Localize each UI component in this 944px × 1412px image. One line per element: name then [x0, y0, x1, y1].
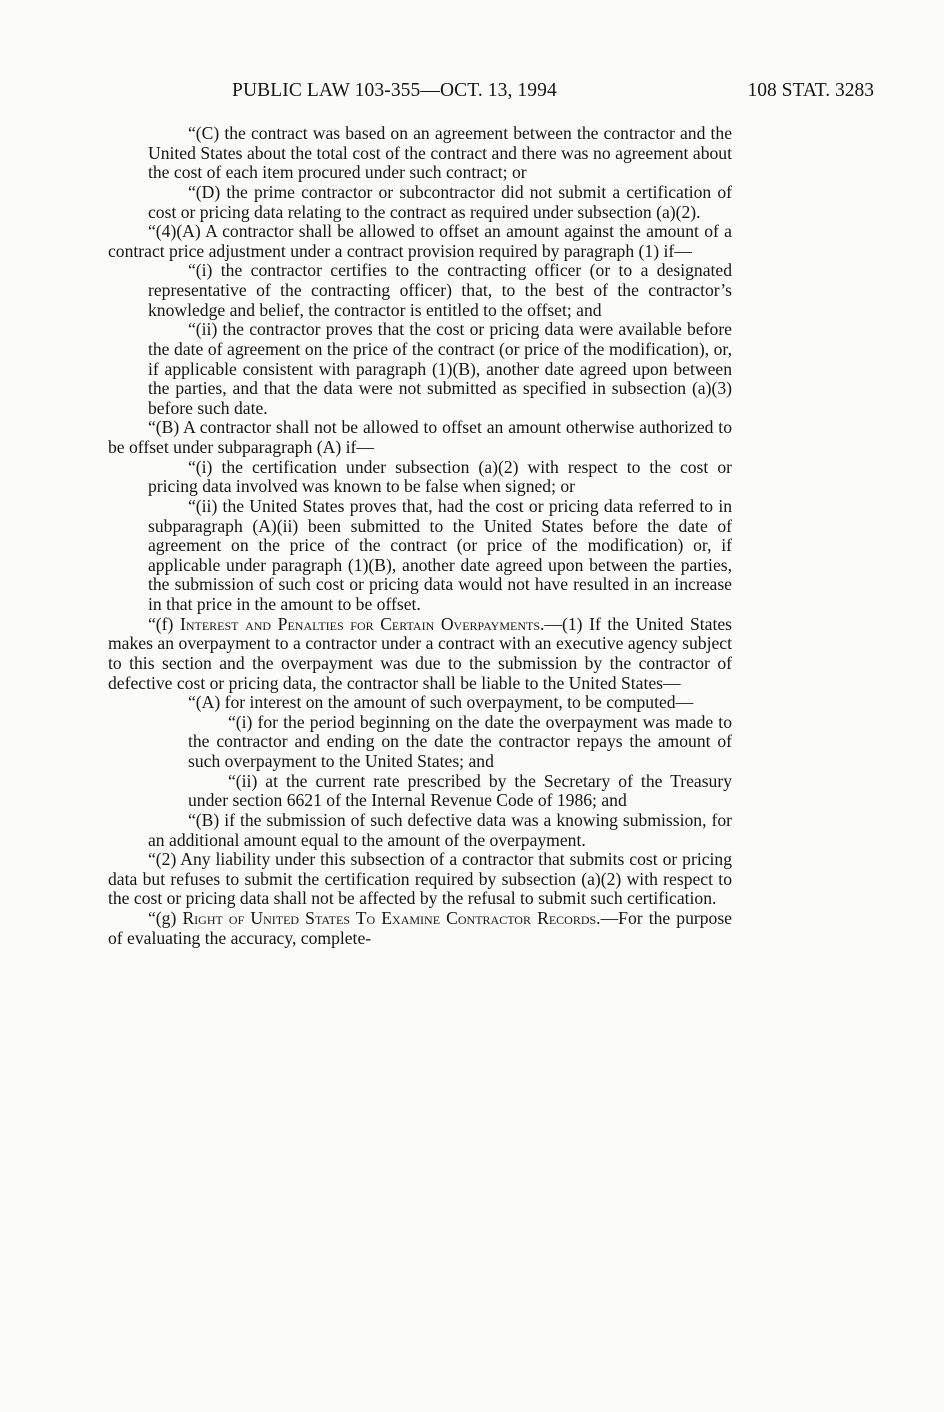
running-title: PUBLIC LAW 103-355—OCT. 13, 1994 [232, 80, 557, 101]
document-body [108, 124, 732, 948]
subsection-f-lead: “(f) [148, 613, 180, 634]
subsection-g-text: —For the purpose of evaluating the accuracy, complete- [108, 908, 732, 948]
subsection-f-heading: Interest and Penalties for Certain Overpayments. [179, 613, 545, 634]
paragraph-f-a-i: “(i) for the period beginning on the date the overpayment was made to the contractor and ending on the date the contractor repays the amount of such overpayment to the United States; and [188, 711, 732, 771]
paragraph-4a-ii: “(ii) the contractor proves that the cost or pricing data were available before the date of agreement on the price of the contract (or price of the modification), or, if applicable consistent with paragraph (1)(B), another date agreed upon between the parties, and that the data were not submitted as specified in subsection (a)(3) before such date. [148, 319, 732, 418]
subsection-g-lead: “(g) [148, 908, 183, 928]
paragraph-4a-offset: “(4)(A) A contractor shall be allowed to offset an amount against the amount of a contract price adjustment under a contract provision required by paragraph (1) if— [108, 221, 732, 261]
paragraph-f-b-knowing: “(B) if the submission of such defective data was a knowing submission, for an additional amount equal to the amount of the overpayment. [148, 809, 732, 850]
paragraph-4b-no-offset: “(B) A contractor shall not be allowed to offset an amount otherwise authorized to be offset under subparagraph (A) if— [108, 417, 732, 457]
subsection-f-text: —(1) If the United States makes an overpayment to a contractor under a contract with an executive agency subject to this section and the overpayment was due to the submission by the contractor of defective cost or pricing data, the contractor shall be liable to the United States— [108, 613, 732, 693]
paragraph-f-a-interest: “(A) for interest on the amount of such overpayment, to be computed— [188, 692, 694, 713]
paragraph-4b-ii: “(ii) the United States proves that, had the cost or pricing data referred to in subparagraph (A)(ii) been submitted to the United States before the date of agreement on the price of the contract (or price of the modification) or, if applicable under paragraph (1)(B), another date agreed upon between the parties, the submission of such cost or pricing data would not have resulted in an increase in that price in the amount to be offset. [148, 495, 732, 614]
subsection-g-heading: Right of United States To Examine Contractor Records. [182, 908, 601, 928]
statute-citation: 108 STAT. 3283 [747, 80, 874, 101]
paragraph-f-a-ii: “(ii) at the current rate prescribed by the Secretary of the Treasury under section 6621 of the Internal Revenue Code of 1986; and [188, 770, 732, 811]
paragraph-4b-i: “(i) the certification under subsection (a)(2) with respect to the cost or pricing data involved was known to be false when signed; or [148, 456, 732, 497]
paragraph-c-total-cost: “(C) the contract was based on an agreement between the contractor and the United States about the total cost of the contract and there was no agreement about the cost of each item procured under such contract; or [148, 123, 732, 183]
paragraph-4a-i: “(i) the contractor certifies to the contracting officer (or to a designated representative of the contracting officer) that, to the best of the contractor’s knowledge and belief, the contractor is entitled to the offset; and [148, 260, 732, 320]
paragraph-d-no-certification: “(D) the prime contractor or subcontractor did not submit a certification of cost or pricing data relating to the contract as required under subsection (a)(2). [148, 181, 732, 222]
paragraph-f-2-liability: “(2) Any liability under this subsection of a contractor that submits cost or pricing data but refuses to submit the certification required by subsection (a)(2) with respect to the cost or pricing data shall not be affected by the refusal to submit such certification. [108, 849, 732, 909]
subsection-g [108, 909, 732, 948]
page-header [0, 80, 944, 106]
subsection-f [108, 615, 732, 694]
